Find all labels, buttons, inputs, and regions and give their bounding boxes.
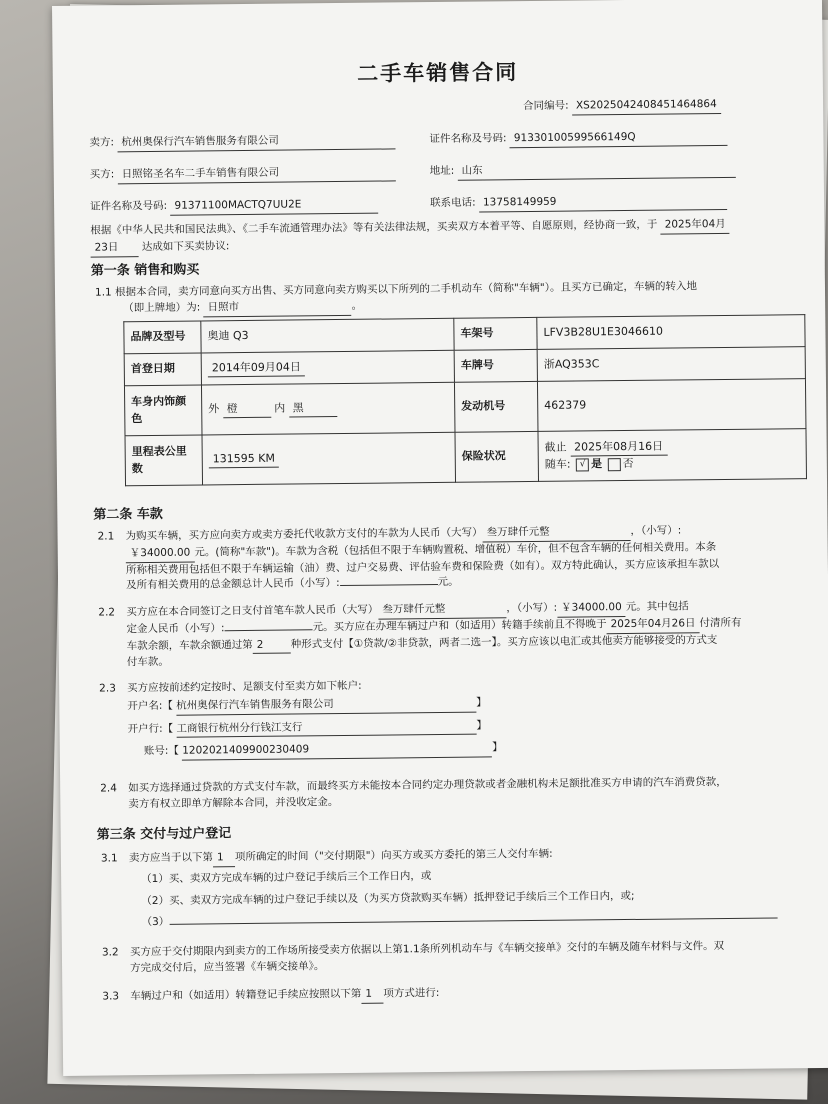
s21-amount: ￥34000.00 xyxy=(126,545,195,562)
exterior-label: 外 xyxy=(208,402,220,416)
insurance-label: 保险状况 xyxy=(455,431,539,482)
buyer-value: 日照铭圣名车二手车销售有限公司 xyxy=(118,164,396,184)
s22-amount: ￥34000.00 xyxy=(557,600,626,617)
section-1-1-text2: （即上牌地）为: xyxy=(123,301,201,315)
engine-label: 发动机号 xyxy=(454,381,538,432)
seller-id-value: 91330100599566149Q xyxy=(510,129,728,148)
s22-text-e: 付清所有 xyxy=(699,616,742,630)
s31-option-3-blank xyxy=(169,918,777,925)
contract-number xyxy=(523,97,721,116)
s22-text-a: 买方应在本合同签订之日支付首笔车款人民币（大写） xyxy=(126,603,379,619)
article-1-heading: 第一条 销售和购买 xyxy=(90,262,200,279)
section-number: 2.4 xyxy=(100,782,117,795)
intro-paragraph xyxy=(90,216,790,257)
s21-text-e: 元。 xyxy=(437,576,459,589)
contract-number-value: XS2025042408451464864 xyxy=(572,97,721,115)
interior-label: 内 xyxy=(274,401,286,415)
vin-value: LFV3B28U1E3046610 xyxy=(537,315,805,350)
section-1-1-text: 1.1 根据本合同，卖方同意向买方出售、买方同意向卖方购买以下所列的二手机动车（简称"车辆"）。且买方已确定，车辆的转入地 xyxy=(94,280,697,299)
s24-text-b: 卖方有权立即单方解除本合同，并没收定金。 xyxy=(128,795,339,810)
s21-text-a: 为购买车辆，买方应向卖方或卖方委托代收款方支付的车款为人民币（大写） xyxy=(125,526,483,543)
buyer-label: 买方: xyxy=(89,168,115,181)
color-label: 车身内饰颜色 xyxy=(124,385,202,436)
section-number: 2.3 xyxy=(99,682,116,695)
s21-total-blank xyxy=(340,584,438,586)
s21-text-c: 所称相关费用包括但不限于车辆运输（油）费、过户交易费、评估验车费和保险费（如有）。双方特此确认，买方应该承担车款以 xyxy=(125,557,720,576)
account-bank-label: 开户行: xyxy=(127,722,163,735)
contract-number-label: 合同编号: xyxy=(523,99,569,113)
intro-date: 2025年04月 xyxy=(661,217,730,234)
s21-amount-upper: 叁万肆仟元整 xyxy=(482,524,630,542)
destination-city: 日照市 xyxy=(203,299,351,317)
s22-text-f: 车款余额，车款余额通过第 xyxy=(126,638,253,652)
reg-date-value: 2014年09月04日 xyxy=(208,359,305,378)
address-row xyxy=(430,161,736,181)
section-2-3: 2.3 买方应按前述约定按时、足额支付至卖方如下帐户: 开户名:【 杭州奥保行汽车销售服务有限公司 】 开户行:【 工商银行杭州分行钱江支行 】 账号:【 1202021409900230409 】 xyxy=(99,674,810,761)
document-title: 二手车销售合同 xyxy=(357,60,519,86)
s22-text-h: 付车款。 xyxy=(126,656,169,669)
s24-text-a: 如买方选择通过贷款的方式支付车款，而最终买方未能按本合同约定办理贷款或者金融机构未足额批准买方申请的汽车消费贷款， xyxy=(128,775,727,795)
account-bank: 工商银行杭州分行钱江支行 xyxy=(176,718,476,738)
plate-label: 车牌号 xyxy=(454,349,537,382)
s22-deposit-blank xyxy=(225,629,313,631)
section-2-1 xyxy=(97,522,808,594)
section-3-1 xyxy=(101,844,812,931)
insurance-until-date: 2025年08月16日 xyxy=(570,438,667,457)
brand-value: 奥迪 Q3 xyxy=(201,318,454,353)
checkbox-no xyxy=(607,458,620,471)
address-value: 山东 xyxy=(458,161,736,181)
seller-id-label: 证件名称及号码: xyxy=(429,132,507,146)
mileage-label: 里程表公里数 xyxy=(125,435,203,486)
s21-small-label: ，（小写）: xyxy=(630,524,682,537)
s22-text-g: 种形式支付【①贷款/②非贷款，两者二选一】。买方应该以电汇或其他卖方能够接受的方式支 xyxy=(290,633,718,651)
section-number: 3.2 xyxy=(101,946,119,959)
account-number: 1202021409900230409 xyxy=(182,741,492,761)
vin-label: 车架号 xyxy=(454,317,537,350)
account-name-label: 开户名: xyxy=(127,699,163,712)
insurance-until-label: 截止 xyxy=(544,440,567,454)
s22-amount-upper: 叁万肆仟元整 xyxy=(378,601,506,619)
vehicle-table xyxy=(123,314,807,486)
s33-text-b: 项方式进行: xyxy=(383,986,440,1000)
s22-small-label: ，（小写）: xyxy=(506,601,558,615)
s33-item: 1 xyxy=(361,987,383,1004)
buyer-id-row xyxy=(90,197,379,217)
phone-label: 联系电话: xyxy=(430,196,476,210)
section-number: 2.2 xyxy=(98,606,116,619)
reg-date-label: 首登日期 xyxy=(124,353,201,386)
phone-value: 13758149959 xyxy=(479,193,727,212)
s22-text-c: 定金人民币（小写）: xyxy=(126,621,225,636)
no-label: 否 xyxy=(622,456,634,471)
seller-row xyxy=(89,132,395,152)
s23-text: 买方应按前述约定按时、足额支付至卖方如下帐户: xyxy=(127,679,362,695)
seller-label: 卖方: xyxy=(89,136,115,149)
s32-text-a: 买方应于交付期限内到卖方的工作场所接受卖方依据以上第1.1条所列机动车与《车辆交接单》交付的车辆及随车材料与文件。双 xyxy=(129,940,725,959)
s31-option-1: （1）买、卖双方完成车辆的过户登记手续后三个工作日内，或 xyxy=(141,869,432,885)
s32-text-b: 方完成交付后，应当签署《车辆交接单》。 xyxy=(130,959,325,974)
s31-option-2: （2）买、卖双方完成车辆的过户登记手续以及（为买方贷款购买车辆）抵押登记手续后三个工作日内，或; xyxy=(141,889,635,907)
section-2-2 xyxy=(98,598,809,671)
interior-color: 黑 xyxy=(289,400,337,418)
section-number: 3.1 xyxy=(100,852,118,865)
article-2-heading: 第二条 车款 xyxy=(93,506,163,523)
buyer-id-value: 91371100MACTQ7UU2E xyxy=(170,197,378,216)
account-number-label: 账号: xyxy=(143,745,169,758)
brand-label: 品牌及型号 xyxy=(124,321,201,354)
s22-text-d: 元。买方应在办理车辆过户和（如适用）转籍手续前且不得晚于 xyxy=(312,617,607,634)
section-1-1: 1.1 根据本合同，卖方同意向买方出售、买方同意向卖方购买以下所列的二手机动车（简称"车辆"）。且买方已确定，车辆的转入地 （即上牌地）为: 日照市 。 xyxy=(95,278,795,318)
s31-option-3: （3） xyxy=(141,916,170,929)
account-name: 杭州奥保行汽车销售服务有限公司 xyxy=(176,695,476,715)
s22-deadline: 2025年04月26日 xyxy=(606,616,699,634)
article-3-heading: 第三条 交付与过户登记 xyxy=(96,826,232,843)
s31-item: 1 xyxy=(213,850,235,867)
intro-text: 根据《中华人民共和国民法典》、《二手车流通管理办法》等有关法律法规，买卖双方本着平等、自愿原则，经协商一致，于 xyxy=(90,218,658,237)
intro-text-end: 达成如下买卖协议: xyxy=(141,239,230,253)
plate-value: 浙AQ353C xyxy=(537,347,805,382)
yes-label: 是 xyxy=(590,457,603,471)
section-3-3 xyxy=(102,982,812,1006)
s21-text-d: 及所有相关费用的总金额总计人民币（小写）: xyxy=(126,577,340,592)
address-label: 地址: xyxy=(429,164,455,178)
checkbox-yes: √ xyxy=(576,458,589,471)
buyer-id-label: 证件名称及号码: xyxy=(90,199,168,213)
exterior-color: 橙 xyxy=(223,400,271,418)
s21-text-b: 元。(简称"车款")。车款为含税（包括但不限于车辆购置税、增值税）车价，但不包含车辆的任何相关费用。本条 xyxy=(194,540,717,559)
section-3-2 xyxy=(102,938,812,977)
mileage-value: 131595 KM xyxy=(209,450,279,468)
section-2-4 xyxy=(100,774,810,813)
s31-text-a: 卖方应当于以下第 xyxy=(128,851,213,865)
s33-text-a: 车辆过户和（如适用）转籍登记手续应按照以下第 xyxy=(130,987,362,1003)
seller-id-row xyxy=(429,129,728,149)
phone-row xyxy=(430,193,727,213)
seller-value: 杭州奥保行汽车销售服务有限公司 xyxy=(117,132,395,152)
insurance-with-car-label: 随车: xyxy=(544,457,571,471)
contract-sheet xyxy=(52,0,828,1076)
s31-text-b: 项所确定的时间（"交付期限"）向买方或买方委托的第三人交付车辆: xyxy=(234,847,553,864)
buyer-row xyxy=(90,164,396,184)
engine-value: 462379 xyxy=(537,379,806,432)
s22-text-b: 元。其中包括 xyxy=(625,600,689,614)
s22-payment-way: 2 xyxy=(253,637,291,654)
section-number: 3.3 xyxy=(102,990,120,1003)
intro-date-day: 23日 xyxy=(90,240,138,257)
section-number: 2.1 xyxy=(97,530,115,543)
